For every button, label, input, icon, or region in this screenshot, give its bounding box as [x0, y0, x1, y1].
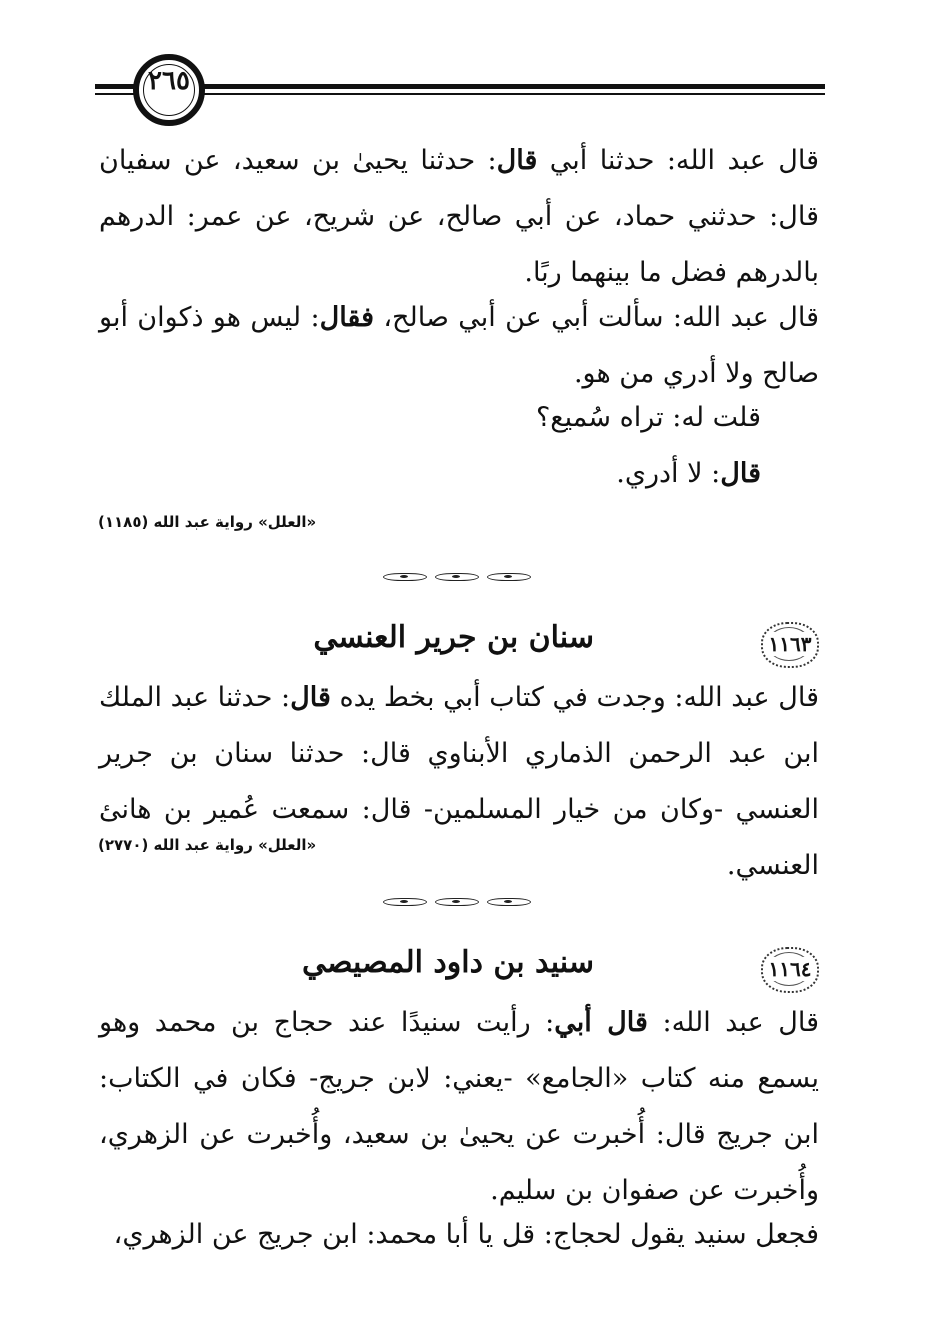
source-citation: «العلل» رواية عبد الله (١١٨٥): [98, 513, 317, 531]
divider-ornament: [383, 895, 531, 909]
divider-ornament: [383, 570, 531, 584]
paragraph: قال عبد الله: قال أبي: رأيت سنيدًا عند حجاج بن محمد وهو يسمع منه كتاب «الجامع» -يعني: لابن جريج- فكان في الكتاب: ابن جريج قال: أُخبرت عن يحيىٰ بن سعيد، وأُخبرت عن الزهري، وأُخبرت عن صفوان بن سليم.: [99, 1007, 819, 1206]
entry-title: سنان بن جرير العنسي: [313, 620, 594, 655]
paragraph: قال عبد الله: سألت أبي عن أبي صالح، فقال: ليس هو ذكوان أبو صالح ولا أدري من هو.: [99, 302, 819, 389]
paragraph: قال عبد الله: وجدت في كتاب أبي بخط يده قال: حدثنا عبد الملك ابن عبد الرحمن الذماري الأبناوي قال: حدثنا سنان بن جرير العنسي -وكان من خيار المسلمين- قال: سمعت عُمير بن هانئ العنسي.: [99, 682, 819, 881]
paragraph: فجعل سنيد يقول لحجاج: قل يا أبا محمد: ابن جريج عن الزهري،: [113, 1219, 819, 1250]
entry-number-badge: ١١٦٤: [759, 947, 821, 991]
paragraph: قلت له: تراه سُميع؟: [535, 402, 761, 433]
paragraph: قال: لا أدري.: [616, 458, 761, 489]
entry-title: سنيد بن داود المصيصي: [302, 945, 594, 980]
page-header: [95, 52, 825, 132]
source-citation: «العلل» رواية عبد الله (٢٧٧٠): [98, 836, 317, 854]
paragraph: قال عبد الله: حدثنا أبي قال: حدثنا يحيىٰ بن سعيد، عن سفيان قال: حدثني حماد، عن أبي صالح، عن شريح، عن عمر: الدرهم بالدرهم فضل ما بينهما ربًا.: [99, 145, 820, 288]
entry-number-badge: ١١٦٣: [759, 622, 821, 666]
page-number: ٢٦٥: [148, 66, 190, 96]
